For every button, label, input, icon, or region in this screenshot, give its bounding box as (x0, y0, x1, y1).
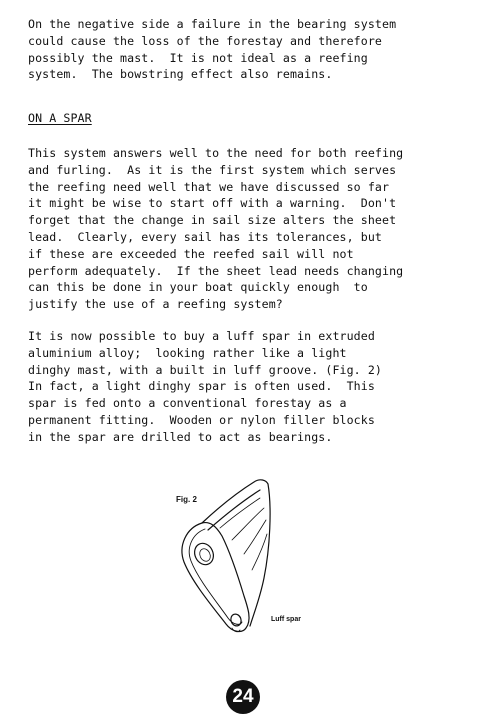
page-number-badge: 24 (226, 680, 260, 714)
section-heading-on-a-spar: ON A SPAR (28, 111, 92, 125)
paragraph-reefing-warning: This system answers well to the need for both reefing and furling. As it is the first system which serves the reefing need well that we have discussed so far it might be wise to start off with a warning. Don't forget that the change in sail size alters the sheet lead. Clearly, every sail has its tolerances, but if these are exceeded the reefed sail will not perform adequately. If the sheet lead needs changing can this be done in your boat quickly enough to justify the use of a reefing system? (28, 146, 404, 312)
figure-label: Fig. 2 (176, 495, 197, 504)
luff-spar-figure (160, 468, 330, 643)
paragraph-luff-spar: It is now possible to buy a luff spar in extruded aluminium alloy; looking rather like a light dinghy mast, with a built in luff groove. (Fig. 2) In fact, a light dinghy spar is often used. This spar is fed onto a conventional forestay as a permanent fitting. Wooden or nylon filler blocks in the spar are drilled to act as bearings. (28, 329, 383, 444)
paragraph-bearing-failure: On the negative side a failure in the bearing system could cause the loss of the forestay and therefore possibly the mast. It is not ideal as a reefing system. The bowstring effect also remains. (28, 17, 397, 82)
luff-spar-caption: Luff spar (271, 616, 301, 623)
